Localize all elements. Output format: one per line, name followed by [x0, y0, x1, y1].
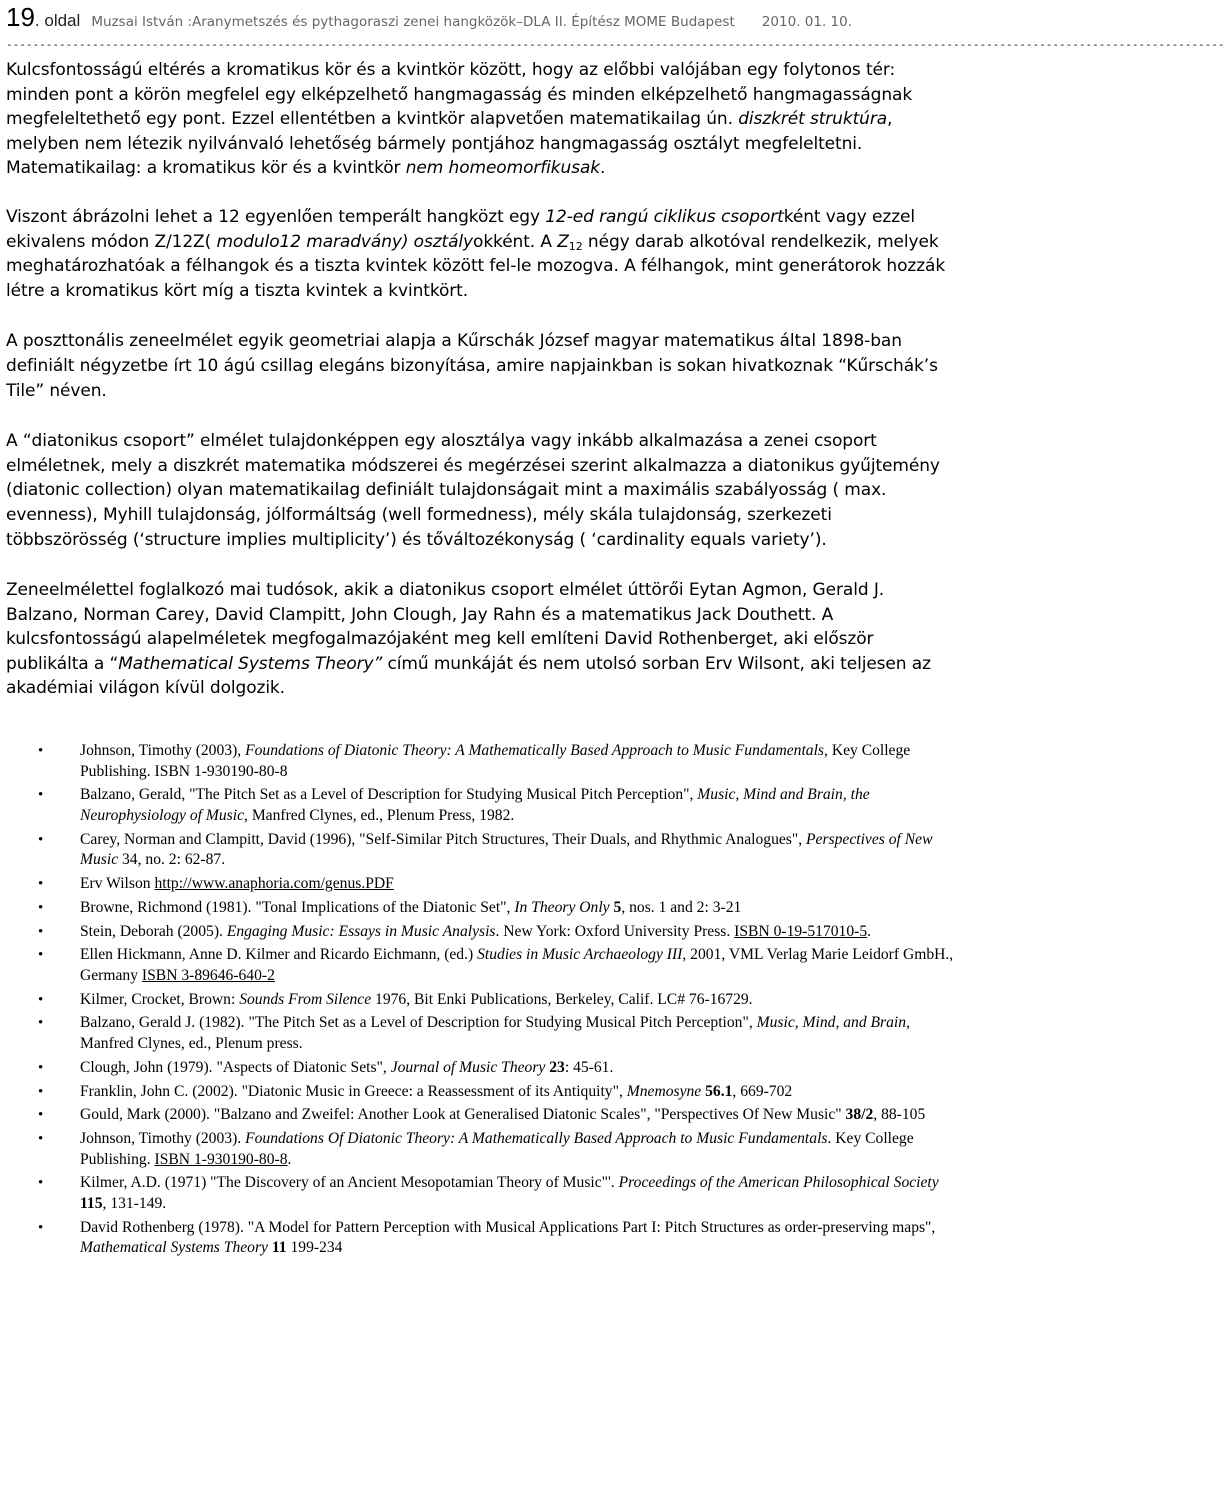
reference-item	[6, 1218, 960, 1259]
reference-title: Music, Mind and Brain, the Neurophysiology of Music	[80, 786, 870, 824]
reference-text: Gould, Mark (2000). "Balzano and Zweifel: Another Look at Generalised Diatonic Scales", "Perspectives Of New Music"	[80, 1106, 846, 1124]
reference-title: Proceedings of the American Philosophical Society	[618, 1174, 939, 1192]
reference-text: Browne, Richmond (1981). "Tonal Implications of the Diatonic Set",	[80, 898, 515, 916]
reference-title: Mathematical Systems Theory	[80, 1239, 268, 1257]
reference-item	[6, 1173, 960, 1214]
reference-text: Carey, Norman and Clampitt, David (1996), "Self-Similar Pitch Structures, Their Duals, and Rhythmic Analogues",	[80, 830, 807, 848]
reference-text: 1976, Bit Enki Publications, Berkeley, Calif. LC# 76-16729.	[371, 990, 753, 1008]
p2-text-a: Viszont ábrázolni lehet a 12 egyenlően temperált hangközt egy	[6, 206, 546, 227]
reference-volume: 56.1	[701, 1082, 733, 1100]
bullet-icon: •	[38, 831, 44, 848]
reference-text: .	[287, 1150, 292, 1168]
reference-text: , 2001, VML Verlag Marie Leidorf GmbH., Germany	[80, 946, 954, 984]
reference-text: 34, no. 2: 62-87.	[118, 851, 226, 869]
paragraph-4: A “diatonikus csoport” elmélet tulajdonképpen egy alosztálya vagy inkább alkalmazása a zenei csoport elméletnek, mely a diszkrét matematika módszerei és megérzései szerint alkalmazza a diatonikus gyűjtemény (diatonic collection) olyan matematikailag definiált tulajdonságait mint a maximális szabályosság ( max. evenness), Myhill tulajdonság, jólformáltság (well formedness), mély skála tulajdonság, szerkezeti többszörösség (‘structure implies multiplicity’) és tőváltozékonyság ( ‘cardinality equals variety’).	[6, 431, 940, 550]
reference-text: Erv Wilson	[80, 874, 155, 892]
reference-title: Foundations Of Diatonic Theory: A Mathematically Based Approach to Music Fundamentals	[245, 1130, 828, 1148]
reference-text: . Key College Publishing.	[80, 1130, 914, 1168]
p2-text-e: okként. A	[473, 231, 558, 252]
bullet-icon: •	[38, 1083, 44, 1100]
reference-item	[6, 1105, 960, 1126]
bullet-icon: •	[38, 787, 44, 804]
reference-title: Music, Mind, and Brain	[756, 1014, 907, 1032]
reference-link[interactable]: http://www.anaphoria.com/genus.PDF	[154, 874, 394, 892]
p2-subscript: 12	[568, 239, 583, 253]
p1-text-e: .	[600, 158, 606, 179]
bullet-icon: •	[38, 1107, 44, 1124]
reference-item	[6, 785, 960, 826]
paragraph-2	[6, 205, 954, 303]
reference-item	[6, 945, 960, 986]
reference-item	[6, 1058, 960, 1079]
header-subtitle: Muzsai István :Aranymetszés és pythagoraszi zenei hangközök–DLA II. Építész MOME Budapest	[91, 14, 735, 30]
reference-text: , 669-702	[732, 1082, 793, 1100]
reference-text: Franklin, John C. (2002). "Diatonic Music in Greece: a Reassessment of its Antiquity",	[80, 1082, 627, 1100]
bullet-icon: •	[38, 1219, 44, 1236]
p2-text-c: ként vagy ezzel ekivalens módon Z/12Z(	[6, 206, 915, 252]
reference-title: Sounds From Silence	[239, 990, 372, 1008]
p2-italic-d: modulo12 maradvány) osztály	[216, 231, 474, 252]
reference-text: , Manfred Clynes, ed., Plenum Press, 1982.	[244, 806, 515, 824]
reference-text: , Key College Publishing. ISBN 1-930190-80-8	[80, 742, 911, 780]
paragraph-3: A poszttonális zeneelmélet egyik geometriai alapja a Kűrschák József magyar matematikus által 1898-ban definiált négyzetbe írt 10 ágú csillag elegáns bizonyítása, amire napjainkban is sokan hivatkoznak “Kűrschák’s Tile” néven.	[6, 331, 938, 401]
reference-item	[6, 874, 960, 895]
reference-item	[6, 898, 960, 919]
header-date: 2010. 01. 10.	[761, 14, 853, 30]
reference-text: Kilmer, Crocket, Brown:	[80, 990, 240, 1008]
header-separator: ----------------------------------------------------------------------------------------------------------------------------------------------------------------------------------------	[6, 38, 1225, 51]
paragraph-5	[6, 578, 954, 701]
reference-item	[6, 1129, 960, 1170]
reference-title: In Theory Only	[514, 898, 610, 916]
p2-text-h: négy darab alkotóval rendelkezik, melyek meghatározhatóak a félhangok és a tiszta kvintek között fel-le mozogva. A félhangok, mint generátorok hozzák létre a kromatikus kört míg a tiszta kvintek a kvintkört.	[6, 231, 946, 301]
reference-item	[6, 1013, 960, 1054]
reference-title: Studies in Music Archaeology III	[477, 946, 683, 964]
reference-link[interactable]: ISBN 1-930190-80-8	[154, 1150, 288, 1168]
reference-title: Engaging Music: Essays in Music Analysis	[226, 922, 496, 940]
reference-text: 199-234	[286, 1239, 343, 1257]
reference-link[interactable]: ISBN 3-89646-640-2	[141, 966, 275, 984]
p2-italic-z: Z	[557, 231, 569, 252]
reference-title: Perspectives of New Music	[80, 830, 933, 869]
p1-italic-d: nem homeomorfikusak	[405, 158, 601, 179]
reference-text: David Rothenberg (1978). "A Model for Pattern Perception with Musical Applications Part I: Pitch Structures as order-preserving maps",	[80, 1218, 936, 1236]
bullet-icon: •	[38, 1131, 44, 1148]
reference-text: . New York: Oxford University Press.	[495, 922, 735, 940]
bullet-icon: •	[38, 1059, 44, 1076]
reference-text: Stein, Deborah (2005).	[80, 922, 227, 940]
reference-text: : 45-61.	[564, 1058, 614, 1076]
bullet-icon: •	[38, 743, 44, 760]
reference-item	[6, 1082, 960, 1103]
p1-text-a: Kulcsfontosságú eltérés a kromatikus kör és a kvintkör között, hogy az előbbi valójában egy folytonos tér: minden pont a körön megfelel egy elképzelhető hangmagasság és minden elképzelhető hangmagasságnak megfeleltethető egy pont. Ezzel ellentétben a kvintkör alapvetően matematikailag ún.	[6, 60, 913, 130]
page-header	[6, 0, 960, 38]
bullet-icon: •	[38, 923, 44, 940]
reference-volume: 5	[609, 898, 622, 916]
reference-item	[6, 990, 960, 1011]
reference-text: Johnson, Timothy (2003).	[80, 1130, 246, 1148]
reference-item	[6, 922, 960, 943]
reference-text: Kilmer, A.D. (1971) "The Discovery of an Ancient Mesopotamian Theory of Music"'.	[80, 1174, 619, 1192]
reference-text: Balzano, Gerald J. (1982). "The Pitch Set as a Level of Description for Studying Musical Pitch Perception",	[80, 1014, 757, 1032]
reference-text: , nos. 1 and 2: 3-21	[621, 898, 742, 916]
reference-volume: 38/2	[845, 1106, 874, 1124]
paragraph-1	[6, 58, 954, 181]
reference-text: Johnson, Timothy (2003),	[80, 742, 246, 760]
reference-text: Clough, John (1979). "Aspects of Diatonic Sets",	[80, 1058, 391, 1076]
reference-text: , Manfred Clynes, ed., Plenum press.	[80, 1014, 910, 1052]
reference-item	[6, 741, 960, 782]
reference-text: Ellen Hickmann, Anne D. Kilmer and Ricardo Eichmann, (ed.)	[80, 946, 478, 964]
reference-text: .	[867, 922, 872, 940]
reference-title: Foundations of Diatonic Theory: A Mathematically Based Approach to Music Fundamentals	[245, 742, 825, 760]
reference-title: Mnemosyne	[626, 1082, 702, 1100]
p2-italic-b: 12-ed rangú ciklikus csoport	[545, 206, 784, 227]
reference-text: , 88-105	[873, 1106, 926, 1124]
reference-volume: 23	[545, 1058, 565, 1076]
p5-text-a: Zeneelmélettel foglalkozó mai tudósok, akik a diatonikus csoport elmélet úttörői Eytan Agmon, Gerald J. Balzano, Norman Carey, David Clampitt, John Clough, Jay Rahn és a matematikus Jack Douthett. A kulcsfontosságú alapelméletek megfogalmazójaként meg kell említeni David Rothenberget, aki először publikálta a “	[6, 580, 885, 674]
reference-text: , 131-149.	[102, 1194, 167, 1212]
p5-text-c: című munkáját és nem utolsó sorban Erv Wilsont, aki teljesen az akadémiai világon kívül dolgozik.	[6, 653, 931, 699]
page-suffix: . oldal	[34, 11, 81, 30]
bullet-icon: •	[38, 1175, 44, 1192]
bullet-icon: •	[38, 899, 44, 916]
p1-italic-b: diszkrét struktúra	[738, 109, 888, 130]
bullet-icon: •	[38, 1015, 44, 1032]
page-number: 19	[6, 2, 35, 32]
p5-italic-b: Mathematical Systems Theory”	[118, 653, 383, 674]
p1-text-c: , melyben nem létezik nyilvánvaló lehetőség bármely pontjához hangmagasság osztályt megfeleltetni. Matematikailag: a kromatikus kör és a kvintkör	[6, 109, 893, 179]
reference-volume: 11	[267, 1239, 287, 1257]
reference-text: Balzano, Gerald, "The Pitch Set as a Level of Description for Studying Musical Pitch Perception",	[80, 786, 698, 804]
bullet-icon: •	[38, 991, 44, 1008]
reference-title: Journal of Music Theory	[390, 1058, 546, 1076]
references-list	[6, 741, 960, 1259]
reference-item	[6, 830, 960, 871]
reference-link[interactable]: ISBN 0-19-517010-5	[734, 922, 868, 940]
bullet-icon: •	[38, 947, 44, 964]
reference-volume: 115	[80, 1194, 103, 1212]
bullet-icon: •	[38, 875, 44, 892]
